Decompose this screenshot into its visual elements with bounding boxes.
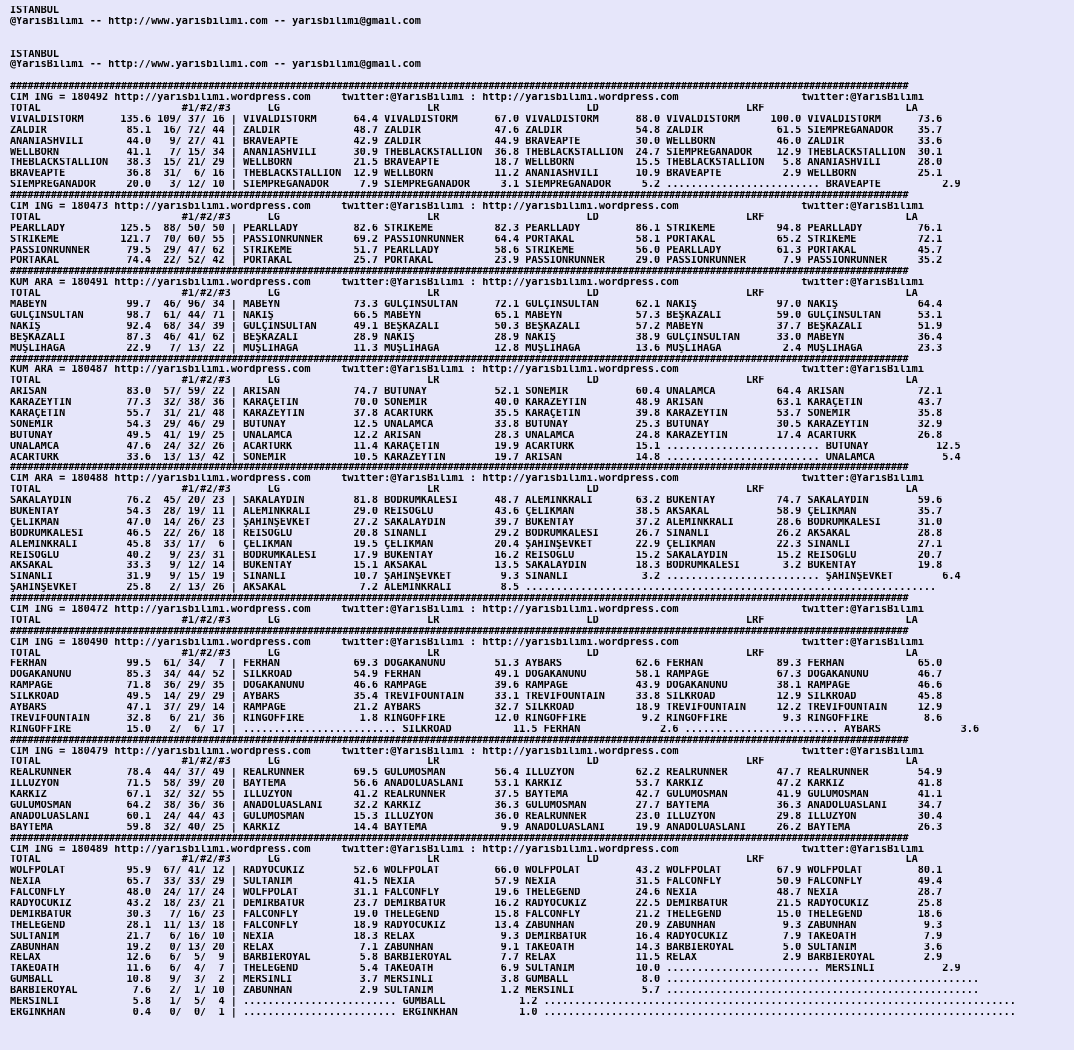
- result-row: BAYTEMA 59.8 32/ 40/ 25 | KARKIZ 14.4 BAYTEMA 9.9 ANADOLUASLANI 19.9 ANADOLUASLANI 26.2 BAYTEMA 26.3: [10, 822, 943, 833]
- race-header: [10, 747, 1074, 758]
- result-row: REİSOĞLU 40.2 9/ 23/ 31 | BODRUMKALESİ 17.9 BUKENTAY 16.2 REİSOĞLU 15.2 SAKALAYDIN 15.2 REİSOĞLU 20.7: [10, 550, 943, 561]
- result-row: BUTUNAY 49.5 41/ 19/ 25 | UNALAMCA 12.2 ARISAN 28.3 UNALAMCA 24.8 KARAZEYTİN 17.4 ACARTURK 26.8: [10, 430, 943, 441]
- result-row: UNALAMCA 47.6 24/ 32/ 26 | ACARTURK 11.4 KARAÇETİN 19.9 ACARTURK 15.1 ......................... BUTUNAY 12.5: [10, 441, 961, 452]
- result-row: PASSIONRUNNER 79.5 29/ 47/ 62 | STRIKEME 51.7 PEARLLADY 58.6 STRIKEME 56.0 PEARLLADY 61.3 PORTAKAL 45.7: [10, 245, 943, 256]
- result-row: MERSİNLİ 5.8 1/ 5/ 4 | ......................... GUMBALL 1.2 .............................................................................: [10, 997, 1016, 1008]
- separator-line: ##########################################################################################################################################################: [10, 354, 909, 365]
- result-row: ACARTURK 33.6 13/ 13/ 42 | SONEMİR 10.5 KARAZEYTİN 19.7 ARISAN 14.8 ......................... UNALAMCA 5.4: [10, 452, 961, 463]
- header-city: ISTANBUL: [10, 49, 60, 60]
- result-row: DEMIRBATUR 30.3 7/ 16/ 23 | FALCONFLY 19.0 THELEGEND 15.8 FALCONFLY 21.2 THELEGEND 15.0 THELEGEND 18.6: [10, 909, 943, 920]
- result-row: WOLFPOLAT 95.9 67/ 41/ 12 | RADYOCUKIZ 52.6 WOLFPOLAT 66.0 WOLFPOLAT 43.2 WOLFPOLAT 67.9 WOLFPOLAT 80.1: [10, 866, 943, 877]
- race-title: CIM ARA = 180488: [10, 474, 115, 485]
- race-header-links: http://yarisbilimi.wordpress.com twitter:@YarisBilimi : http://yarisbilimi.wordpress.com twitter:@YarisBilimi: [114, 202, 924, 213]
- result-row: ANANIASHVILI 44.0 9/ 27/ 41 | BRAVEAPTE 42.9 ZALDIR 44.9 BRAVEAPTE 30.0 WELLBORN 46.0 ZALDIR 33.6: [10, 136, 943, 147]
- race-header: [10, 365, 1074, 376]
- race-header-links: http://yarisbilimi.wordpress.com twitter:@YarisBilimi : http://yarisbilimi.wordpress.com twitter:@YarisBilimi: [114, 844, 924, 855]
- race-header-links: http://yarisbilimi.wordpress.com twitter:@YarisBilimi : http://yarisbilimi.wordpress.com twitter:@YarisBilimi: [114, 604, 924, 615]
- race-header: [10, 474, 1074, 485]
- race-title: CIM ING = 180473: [10, 202, 115, 213]
- result-row: MUŞLIHAĞA 22.9 7/ 13/ 22 | MUŞLIHAĞA 11.3 MUŞLIHAĞA 12.8 MUŞLIHAĞA 13.6 MUŞLIHAĞA 2.4 MUŞLIHAĞA 23.3: [10, 343, 943, 354]
- race-header-links: http://yarisbilimi.wordpress.com twitter:@YarisBilimi : http://yarisbilimi.wordpress.com twitter:@YarisBilimi: [114, 474, 924, 485]
- column-header-row: TOTAL #1/#2/#3 LG LR LD LRF LA: [10, 104, 918, 115]
- result-row: NAKİŞ 92.4 68/ 34/ 39 | GULÇİNSULTAN 49.1 BEŞKAZALI 50.3 BEŞKAZALI 57.2 MABEYN 37.7 BEŞKAZALI 51.9: [10, 321, 943, 332]
- race-header: [10, 845, 1074, 856]
- result-row: İLLÜZYON 71.5 58/ 39/ 20 | BAYTEMA 56.6 ANADOLUASLANI 53.1 KARKIZ 53.7 KARKIZ 47.2 KARKIZ 41.8: [10, 779, 943, 790]
- result-row: RELAX 12.6 6/ 5/ 9 | BARBIEROYAL 5.8 BARBIEROYAL 7.7 RELAX 11.5 RELAX 2.9 BARBIEROYAL 2.9: [10, 953, 943, 964]
- column-header-row: TOTAL #1/#2/#3 LG LR LD LRF LA: [10, 757, 918, 768]
- result-row: MABEYN 99.7 46/ 96/ 34 | MABEYN 73.3 GULÇİNSULTAN 72.1 GULÇİNSULTAN 62.1 NAKİŞ 97.0 NAKİŞ 64.4: [10, 300, 943, 311]
- result-row: ZABUNHAN 19.2 0/ 13/ 20 | RELAX 7.1 ZABUNHAN 9.1 TAKEOATH 14.3 BARBIEROYAL 5.0 SULTANIM 3.6: [10, 942, 943, 953]
- header-contact: @YarisBilimi -- http://www.yarisbilimi.com -- yarisbilimi@gmail.com: [10, 16, 421, 27]
- column-header-row: TOTAL #1/#2/#3 LG LR LD LRF LA: [10, 485, 918, 496]
- result-row: SONEMİR 54.3 29/ 46/ 29 | BUTUNAY 12.5 UNALAMCA 33.8 BUTUNAY 25.3 BUTUNAY 30.5 KARAZEYTİN 32.9: [10, 419, 943, 430]
- separator-line: ##########################################################################################################################################################: [10, 735, 909, 746]
- result-row: KARAZEYTİN 77.3 32/ 38/ 36 | KARAÇETİN 70.0 SONEMİR 40.0 KARAZEYTİN 48.9 ARISAN 63.1 KARAÇETİN 43.7: [10, 398, 943, 409]
- race-title: KUM ARA = 180491: [10, 278, 115, 289]
- race-header-links: http://yarisbilimi.wordpress.com twitter:@YarisBilimi : http://yarisbilimi.wordpress.com twitter:@YarisBilimi: [114, 93, 924, 104]
- race-title: KUM ARA = 180487: [10, 365, 115, 376]
- result-row: DOGAKANUNU 85.3 34/ 44/ 52 | SILKROAD 54.9 FERHAN 49.1 DOGAKANUNU 58.1 RAMPAGE 67.3 DOGAKANUNU 46.7: [10, 670, 943, 681]
- result-row: THEBLACKSTALLION 38.3 15/ 21/ 29 | WELLBORN 21.5 BRAVEAPTE 18.7 WELLBORN 15.5 THEBLACKSTALLION 5.8 ANANIASHVILI 28.0: [10, 158, 943, 169]
- result-row: FERHAN 99.5 61/ 34/ 7 | FERHAN 69.3 DOGAKANUNU 51.3 AYBARS 62.6 FERHAN 89.3 FERHAN 65.0: [10, 659, 943, 670]
- race-title: CIM ING = 180489: [10, 844, 115, 855]
- result-row: STRIKEME 121.7 70/ 60/ 55 | PASSIONRUNNER 69.2 PASSIONRUNNER 64.4 PORTAKAL 58.1 PORTAKAL 65.2 STRIKEME 72.1: [10, 234, 943, 245]
- blank-line: [10, 71, 1074, 82]
- result-row: TREVIFOUNTAIN 32.8 6/ 21/ 36 | RINGOFFIRE 1.8 RINGOFFIRE 12.0 RINGOFFIRE 9.2 RINGOFFIRE 9.3 RINGOFFIRE 8.6: [10, 713, 943, 724]
- result-row: AKSAKAL 33.3 9/ 12/ 14 | BUKENTAY 15.1 AKSAKAL 13.5 SAKALAYDIN 18.3 BODRUMKALESİ 3.2 BUKENTAY 19.8: [10, 561, 943, 572]
- result-row: BEŞKAZALI 87.3 46/ 41/ 62 | BEŞKAZALI 28.9 NAKİŞ 28.9 NAKİŞ 38.9 GULÇİNSULTAN 33.0 MABEYN 36.4: [10, 332, 943, 343]
- result-row: SILKROAD 49.5 14/ 29/ 29 | AYBARS 35.4 TREVIFOUNTAIN 33.1 TREVIFOUNTAIN 33.8 SILKROAD 12.9 SILKROAD 45.8: [10, 692, 943, 703]
- result-row: SIEMPREGANADOR 20.0 3/ 12/ 10 | SIEMPREGANADOR 7.9 SIEMPREGANADOR 3.1 SIEMPREGANADOR 5.2 ......................... BRAVEAPTE 2.9: [10, 180, 961, 191]
- race-header: [10, 93, 1074, 104]
- column-header-row: TOTAL #1/#2/#3 LG LR LD LRF LA: [10, 855, 918, 866]
- result-row: NEXIA 65.7 33/ 33/ 29 | SULTANIM 41.5 NEXIA 57.9 NEXIA 31.5 FALCONFLY 50.9 FALCONFLY 49.4: [10, 877, 943, 888]
- separator-line: ##########################################################################################################################################################: [10, 463, 909, 474]
- result-row: ERGİNKHAN 0.4 0/ 0/ 1 | ......................... ERGİNKHAN 1.0 .............................................................................: [10, 1007, 1016, 1018]
- race-header: [10, 202, 1074, 213]
- separator-line: ##########################################################################################################################################################: [10, 82, 909, 93]
- result-row: RINGOFFIRE 15.0 2/ 6/ 17 | ......................... SILKROAD 11.5 FERHAN 2.6 ......................... AYBARS 3.6: [10, 724, 980, 735]
- result-row: ALEMİNKRALI 45.8 33/ 17/ 6 | ÇELİKMAN 19.5 ÇELİKMAN 20.4 ŞAHİNŞEVKET 22.9 ÇELİKMAN 22.3 SİNANLI 27.1: [10, 539, 943, 550]
- race-header-links: http://yarisbilimi.wordpress.com twitter:@YarisBilimi : http://yarisbilimi.wordpress.com twitter:@YarisBilimi: [114, 278, 924, 289]
- result-row: ŞAHİNŞEVKET 25.8 2/ 13/ 26 | AKSAKAL 7.2 ALEMİNKRALI 8.5 ...................................................................: [10, 583, 937, 594]
- result-row: ANADOLUASLANI 60.1 24/ 44/ 43 | GULÜMOSMAN 15.3 İLLÜZYON 36.0 REALRUNNER 23.0 İLLÜZYON 29.8 İLLÜZYON 30.4: [10, 811, 943, 822]
- result-row: BUKENTAY 54.3 28/ 19/ 11 | ALEMİNKRALI 29.0 REİSOĞLU 43.6 ÇELİKMAN 38.5 AKSAKAL 58.9 ÇELİKMAN 35.7: [10, 506, 943, 517]
- blank-line: [10, 28, 1074, 39]
- column-header-row: TOTAL #1/#2/#3 LG LR LD LRF LA: [10, 289, 918, 300]
- header-contact: @YarisBilimi -- http://www.yarisbilimi.com -- yarisbilimi@gmail.com: [10, 60, 421, 71]
- result-row: SİNANLI 31.9 9/ 15/ 19 | SİNANLI 10.7 ŞAHİNŞEVKET 9.3 SİNANLI 3.2 ......................... ŞAHİNŞEVKET 6.4: [10, 572, 961, 583]
- result-row: SAKALAYDIN 76.2 45/ 20/ 23 | SAKALAYDIN 81.8 BODRUMKALESİ 48.7 ALEMİNKRALI 63.2 BUKENTAY 74.7 SAKALAYDIN 59.6: [10, 496, 943, 507]
- result-row: RADYOCUKIZ 43.2 18/ 23/ 21 | DEMIRBATUR 23.7 DEMIRBATUR 16.2 RADYOCUKIZ 22.5 DEMIRBATUR 21.5 RADYOCUKIZ 25.8: [10, 899, 943, 910]
- result-row: GULÜMOSMAN 64.2 38/ 36/ 36 | ANADOLUASLANI 32.2 KARKIZ 36.3 GULÜMOSMAN 27.7 BAYTEMA 36.3 ANADOLUASLANI 34.7: [10, 801, 943, 812]
- race-header-links: http://yarisbilimi.wordpress.com twitter:@YarisBilimi : http://yarisbilimi.wordpress.com twitter:@YarisBilimi: [114, 637, 924, 648]
- column-header-row: TOTAL #1/#2/#3 LG LR LD LRF LA: [10, 376, 918, 387]
- result-row: SULTANIM 21.7 6/ 16/ 10 | NEXIA 18.3 RELAX 9.3 DEMIRBATUR 16.4 RADYOCUKIZ 7.9 TAKEOATH 7.9: [10, 931, 943, 942]
- race-header-links: http://yarisbilimi.wordpress.com twitter:@YarisBilimi : http://yarisbilimi.wordpress.com twitter:@YarisBilimi: [114, 746, 924, 757]
- result-row: GULÇİNSULTAN 98.7 61/ 44/ 71 | NAKİŞ 66.5 MABEYN 65.1 MABEYN 57.3 BEŞKAZALI 59.0 GULÇİNSULTAN 53.1: [10, 310, 943, 321]
- result-row: ÇELİKMAN 47.0 14/ 26/ 23 | ŞAHİNŞEVKET 27.2 SAKALAYDIN 39.7 BUKENTAY 37.2 ALEMİNKRALI 28.6 BODRUMKALESİ 31.0: [10, 517, 943, 528]
- race-title: CIM ING = 180490: [10, 637, 115, 648]
- race-title: CIM ING = 180472: [10, 604, 115, 615]
- separator-line: ##########################################################################################################################################################: [10, 626, 909, 637]
- race-title: CIM ING = 180492: [10, 93, 115, 104]
- result-row: FALCONFLY 48.0 24/ 17/ 24 | WOLFPOLAT 31.1 FALCONFLY 19.6 THELEGEND 24.6 NEXIA 48.7 NEXIA 28.7: [10, 888, 943, 899]
- column-header-row: TOTAL #1/#2/#3 LG LR LD LRF LA: [10, 615, 918, 626]
- race-title: CIM ING = 180479: [10, 746, 115, 757]
- race-blocks: [10, 82, 1074, 1019]
- separator-line: ##########################################################################################################################################################: [10, 594, 909, 605]
- result-row: ARISAN 83.0 57/ 59/ 22 | ARISAN 74.7 BUTUNAY 52.1 SONEMİR 60.4 UNALAMCA 64.4 ARISAN 72.1: [10, 387, 943, 398]
- result-row: AYBARS 47.1 37/ 29/ 14 | RAMPAGE 21.2 AYBARS 32.7 SILKROAD 18.9 TREVIFOUNTAIN 12.2 TREVIFOUNTAIN 12.9: [10, 703, 943, 713]
- blank-line: [10, 39, 1074, 50]
- separator-line: ##########################################################################################################################################################: [10, 267, 909, 278]
- result-row: KARKIZ 67.1 32/ 32/ 55 | İLLÜZYON 41.2 REALRUNNER 37.5 BAYTEMA 42.7 GULÜMOSMAN 41.9 GULÜMOSMAN 41.1: [10, 790, 943, 801]
- race-header-links: http://yarisbilimi.wordpress.com twitter:@YarisBilimi : http://yarisbilimi.wordpress.com twitter:@YarisBilimi: [114, 365, 924, 376]
- result-row: TAKEOATH 11.6 6/ 4/ 7 | THELEGEND 5.4 TAKEOATH 6.9 SULTANIM 10.0 ......................... MERSİNLİ 2.9: [10, 964, 961, 975]
- result-row: GUMBALL 10.8 9/ 3/ 2 | MERSİNLİ 3.7 MERSİNLİ 3.8 GUMBALL 8.0 ...................................................: [10, 975, 980, 986]
- result-row: BODRUMKALESİ 46.5 22/ 26/ 18 | REİSOĞLU 20.8 SİNANLI 29.2 BODRUMKALESİ 26.7 SİNANLI 26.2 AKSAKAL 28.8: [10, 528, 943, 539]
- result-row: KARAÇETİN 55.7 31/ 21/ 48 | KARAZEYTİN 37.8 ACARTURK 35.5 KARAÇETİN 39.8 KARAZEYTİN 53.7 SONEMİR 35.8: [10, 408, 943, 419]
- result-row: WELLBORN 41.1 7/ 15/ 34 | ANANIASHVILI 30.9 THEBLACKSTALLION 36.8 THEBLACKSTALLION 24.7 SIEMPREGANADOR 12.9 THEBLACKSTALLION 30.1: [10, 147, 943, 158]
- separator-line: ##########################################################################################################################################################: [10, 833, 909, 844]
- race-header: [10, 278, 1074, 289]
- column-header-row: TOTAL #1/#2/#3 LG LR LD LRF LA: [10, 648, 918, 659]
- race-header: [10, 638, 1074, 649]
- separator-line: ##########################################################################################################################################################: [10, 191, 909, 202]
- result-row: THELEGEND 28.1 11/ 13/ 18 | FALCONFLY 18.9 RADYOCUKIZ 13.4 ZABUNHAN 20.9 ZABUNHAN 9.3 ZABUNHAN 9.3: [10, 920, 943, 931]
- result-row: ZALDIR 85.1 16/ 72/ 44 | ZALDIR 48.7 ZALDIR 47.6 ZALDIR 54.8 ZALDIR 61.5 SIEMPREGANADOR 35.7: [10, 125, 943, 136]
- result-row: BARBIEROYAL 7.6 2/ 1/ 10 | ZABUNHAN 2.9 SULTANIM 1.2 MERSİNLİ 5.7 ...................................................: [10, 986, 980, 997]
- result-row: REALRUNNER 78.4 44/ 37/ 49 | REALRUNNER 69.5 GULÜMOSMAN 56.4 İLLÜZYON 62.2 REALRUNNER 47.7 REALRUNNER 54.9: [10, 768, 943, 779]
- race-header: [10, 605, 1074, 616]
- result-row: BRAVEAPTE 36.8 31/ 6/ 16 | THEBLACKSTALLION 12.9 WELLBORN 11.2 ANANIASHVILI 10.9 BRAVEAPTE 2.9 WELLBORN 25.1: [10, 169, 943, 180]
- result-row: VIVALDISTORM 135.6 109/ 37/ 16 | VIVALDISTORM 64.4 VIVALDISTORM 67.0 VIVALDISTORM 88.0 VIVALDISTORM 100.0 VIVALDISTORM 73.6: [10, 114, 943, 125]
- result-row: RAMPAGE 71.8 36/ 29/ 35 | DOGAKANUNU 46.6 RAMPAGE 39.6 RAMPAGE 43.9 DOGAKANUNU 38.1 RAMPAGE 46.6: [10, 681, 943, 692]
- result-row: PEARLLADY 125.5 88/ 50/ 50 | PEARLLADY 82.6 STRIKEME 82.3 PEARLLADY 86.1 STRIKEME 94.8 PEARLLADY 76.1: [10, 223, 943, 234]
- header-city: ISTANBUL: [10, 6, 60, 16]
- result-row: PORTAKAL 74.4 22/ 52/ 42 | PORTAKAL 25.7 PORTAKAL 23.9 PASSIONRUNNER 29.0 PASSIONRUNNER 7.9 PASSIONRUNNER 35.2: [10, 256, 943, 267]
- column-header-row: TOTAL #1/#2/#3 LG LR LD LRF LA: [10, 212, 918, 223]
